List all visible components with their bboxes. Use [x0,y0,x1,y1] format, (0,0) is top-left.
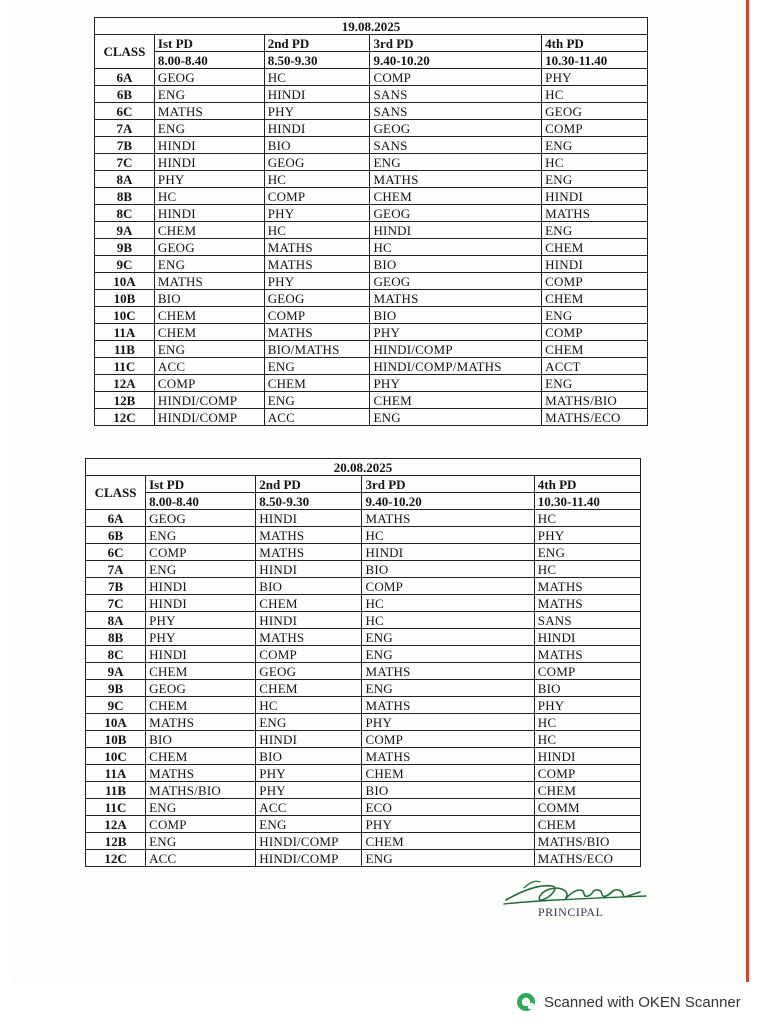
period-1-subject-cell: GEOG [154,69,264,86]
period-1-subject-cell: CHEM [146,697,256,714]
table-row [95,256,648,273]
period-3-header: 3rd PD [362,476,534,493]
period-2-subject-cell: MATHS [264,239,370,256]
period-1-subject-cell: CHEM [154,222,264,239]
period-1-subject-cell: COMP [154,375,264,392]
period-1-subject-cell: ACC [146,850,256,867]
period-1-subject-cell: BIO [146,731,256,748]
period-3-subject-cell: ECO [362,799,534,816]
period-4-time: 10.30-11.40 [542,52,648,69]
period-4-subject-cell: ENG [542,137,648,154]
table-row [95,341,648,358]
period-2-subject-cell: ENG [264,392,370,409]
class-cell: 10B [95,290,155,307]
period-4-subject-cell: HINDI [534,629,640,646]
class-column-header: CLASS [95,35,155,69]
period-2-header: 2nd PD [264,35,370,52]
period-1-subject-cell: HC [154,188,264,205]
period-4-subject-cell: HC [542,154,648,171]
period-1-time: 8.00-8.40 [154,52,264,69]
period-3-subject-cell: BIO [362,782,534,799]
period-4-subject-cell: MATHS/ECO [534,850,640,867]
period-2-subject-cell: PHY [264,273,370,290]
period-4-subject-cell: COMP [542,273,648,290]
period-3-subject-cell: HC [362,527,534,544]
table-row [86,833,641,850]
period-2-subject-cell: HINDI [256,612,362,629]
period-1-subject-cell: CHEM [146,748,256,765]
period-3-subject-cell: HC [362,612,534,629]
period-3-subject-cell: COMP [362,578,534,595]
table-row [86,680,641,697]
period-1-subject-cell: PHY [154,171,264,188]
period-3-subject-cell: CHEM [362,765,534,782]
period-3-subject-cell: ENG [362,629,534,646]
table-row [95,120,648,137]
period-3-subject-cell: PHY [370,375,542,392]
period-3-subject-cell: GEOG [370,273,542,290]
period-1-subject-cell: ENG [154,341,264,358]
period-1-subject-cell: HINDI [154,205,264,222]
period-4-subject-cell: CHEM [534,816,640,833]
period-1-subject-cell: ENG [146,561,256,578]
class-cell: 9B [86,680,146,697]
period-4-subject-cell: MATHS/BIO [534,833,640,850]
class-cell: 9A [86,663,146,680]
period-2-subject-cell: HC [256,697,362,714]
period-2-subject-cell: HC [264,171,370,188]
class-cell: 8A [86,612,146,629]
timetable-rows [95,69,648,426]
period-3-subject-cell: SANS [370,103,542,120]
class-cell: 12A [86,816,146,833]
period-3-subject-cell: GEOG [370,120,542,137]
class-cell: 8C [95,205,155,222]
period-4-header: 4th PD [542,35,648,52]
period-2-subject-cell: HINDI [256,510,362,527]
period-3-subject-cell: MATHS [362,697,534,714]
period-3-subject-cell: HC [370,239,542,256]
period-2-subject-cell: MATHS [264,256,370,273]
period-4-subject-cell: ENG [542,222,648,239]
period-1-subject-cell: HINDI [146,578,256,595]
period-1-subject-cell: MATHS [154,273,264,290]
period-4-subject-cell: HC [534,731,640,748]
period-4-subject-cell: MATHS/ECO [542,409,648,426]
period-4-subject-cell: COMP [542,324,648,341]
period-2-subject-cell: ACC [256,799,362,816]
period-3-subject-cell: HC [362,595,534,612]
table-row [95,205,648,222]
table-row [86,697,641,714]
table-row [86,799,641,816]
period-2-subject-cell: CHEM [256,680,362,697]
period-3-subject-cell: MATHS [370,290,542,307]
class-cell: 9B [95,239,155,256]
table-row [86,782,641,799]
table-row [86,714,641,731]
table-row [86,527,641,544]
timetable-rows [86,510,641,867]
period-3-subject-cell: SANS [370,86,542,103]
period-2-subject-cell: COMP [264,188,370,205]
table-row [95,239,648,256]
period-1-subject-cell: CHEM [154,324,264,341]
class-cell: 7C [86,595,146,612]
period-4-subject-cell: HC [534,714,640,731]
period-2-subject-cell: PHY [256,782,362,799]
period-4-subject-cell: CHEM [542,239,648,256]
period-4-subject-cell: COMM [534,799,640,816]
period-1-subject-cell: HINDI/COMP [154,392,264,409]
period-2-time: 8.50-9.30 [256,493,362,510]
scanner-watermark [516,991,741,1013]
period-2-subject-cell: HINDI [264,86,370,103]
period-1-subject-cell: COMP [146,816,256,833]
timetable-19-08-2025 [94,17,648,426]
period-3-subject-cell: ENG [362,850,534,867]
class-cell: 12B [86,833,146,850]
period-3-subject-cell: ENG [362,680,534,697]
paper-edge [746,0,749,982]
table-row [95,392,648,409]
class-cell: 6A [95,69,155,86]
timetable-date: 20.08.2025 [86,459,641,476]
period-2-subject-cell: BIO [256,578,362,595]
table-row [95,154,648,171]
class-cell: 6B [95,86,155,103]
period-1-subject-cell: ENG [154,256,264,273]
class-cell: 7A [95,120,155,137]
period-4-subject-cell: COMP [542,120,648,137]
class-cell: 10C [95,307,155,324]
class-cell: 10A [86,714,146,731]
class-cell: 9A [95,222,155,239]
period-1-subject-cell: HINDI [146,595,256,612]
period-3-subject-cell: CHEM [370,188,542,205]
principal-label: PRINCIPAL [538,905,604,919]
period-2-subject-cell: PHY [264,103,370,120]
period-4-subject-cell: HC [542,86,648,103]
period-3-subject-cell: SANS [370,137,542,154]
period-1-subject-cell: ENG [154,86,264,103]
class-cell: 7B [86,578,146,595]
period-1-subject-cell: CHEM [154,307,264,324]
period-3-subject-cell: BIO [370,256,542,273]
class-cell: 11C [95,358,155,375]
period-2-subject-cell: HC [264,69,370,86]
period-3-subject-cell: BIO [362,561,534,578]
class-cell: 12C [95,409,155,426]
period-1-subject-cell: GEOG [146,680,256,697]
period-4-header: 4th PD [534,476,640,493]
period-4-subject-cell: HINDI [542,188,648,205]
period-3-subject-cell: HINDI [370,222,542,239]
period-2-subject-cell: BIO [264,137,370,154]
period-2-subject-cell: PHY [256,765,362,782]
period-2-subject-cell: BIO [256,748,362,765]
class-cell: 11A [95,324,155,341]
period-3-subject-cell: CHEM [362,833,534,850]
table-row [95,103,648,120]
table-row [86,646,641,663]
period-1-time: 8.00-8.40 [146,493,256,510]
period-4-subject-cell: MATHS [534,578,640,595]
class-cell: 10B [86,731,146,748]
period-4-subject-cell: CHEM [542,290,648,307]
period-3-subject-cell: MATHS [362,663,534,680]
period-4-subject-cell: ENG [542,171,648,188]
class-cell: 8B [86,629,146,646]
table-row [95,273,648,290]
table-row [95,290,648,307]
class-cell: 12A [95,375,155,392]
period-4-subject-cell: GEOG [542,103,648,120]
period-2-subject-cell: ENG [264,358,370,375]
table-row [95,86,648,103]
period-4-subject-cell: ENG [542,375,648,392]
period-2-subject-cell: COMP [256,646,362,663]
period-1-subject-cell: HINDI [146,646,256,663]
period-1-subject-cell: MATHS [146,765,256,782]
period-3-subject-cell: HINDI/COMP/MATHS [370,358,542,375]
table-row [95,324,648,341]
period-2-subject-cell: HINDI [256,731,362,748]
class-cell: 7A [86,561,146,578]
period-3-subject-cell: GEOG [370,205,542,222]
period-4-subject-cell: COMP [534,663,640,680]
period-2-subject-cell: MATHS [256,544,362,561]
period-4-subject-cell: ACCT [542,358,648,375]
period-3-subject-cell: HINDI [362,544,534,561]
period-2-subject-cell: CHEM [264,375,370,392]
scanner-watermark-text: Scanned with OKEN Scanner [544,993,741,1011]
period-2-subject-cell: MATHS [264,324,370,341]
period-4-subject-cell: PHY [534,527,640,544]
period-1-subject-cell: ACC [154,358,264,375]
period-2-subject-cell: CHEM [256,595,362,612]
period-2-subject-cell: GEOG [264,290,370,307]
period-1-header: Ist PD [146,476,256,493]
period-4-subject-cell: MATHS [534,595,640,612]
timetable-20-08-2025 [85,458,641,867]
period-2-subject-cell: HINDI/COMP [256,850,362,867]
period-1-subject-cell: PHY [146,629,256,646]
period-2-time: 8.50-9.30 [264,52,370,69]
table-row [86,510,641,527]
class-column-header: CLASS [86,476,146,510]
table-row [86,731,641,748]
class-cell: 8A [95,171,155,188]
period-4-subject-cell: HINDI [534,748,640,765]
period-1-subject-cell: HINDI [154,154,264,171]
period-4-subject-cell: HC [534,561,640,578]
table-row [86,595,641,612]
table-row [95,188,648,205]
table-row [95,358,648,375]
class-cell: 7B [95,137,155,154]
period-4-subject-cell: PHY [534,697,640,714]
period-1-subject-cell: MATHS [146,714,256,731]
period-2-subject-cell: HINDI [264,120,370,137]
period-2-subject-cell: ACC [264,409,370,426]
period-3-subject-cell: ENG [362,646,534,663]
table-row [95,409,648,426]
period-3-subject-cell: COMP [370,69,542,86]
class-cell: 12C [86,850,146,867]
table-row [86,765,641,782]
period-1-subject-cell: GEOG [154,239,264,256]
period-2-subject-cell: HINDI/COMP [256,833,362,850]
table-row [95,222,648,239]
period-3-time: 9.40-10.20 [370,52,542,69]
period-1-subject-cell: ENG [146,799,256,816]
class-cell: 11B [86,782,146,799]
table-row [95,69,648,86]
table-row [86,629,641,646]
period-2-subject-cell: PHY [264,205,370,222]
table-row [95,171,648,188]
oken-scanner-logo-icon [516,992,536,1012]
table-row [86,748,641,765]
table-row [86,578,641,595]
period-3-subject-cell: BIO [370,307,542,324]
period-4-subject-cell: ENG [534,544,640,561]
period-3-subject-cell: MATHS [362,510,534,527]
period-1-subject-cell: COMP [146,544,256,561]
period-3-subject-cell: ENG [370,154,542,171]
period-4-subject-cell: PHY [542,69,648,86]
class-cell: 11C [86,799,146,816]
period-2-subject-cell: HINDI [256,561,362,578]
period-3-subject-cell: CHEM [370,392,542,409]
period-1-header: Ist PD [154,35,264,52]
table-row [95,375,648,392]
class-cell: 6C [95,103,155,120]
class-cell: 6C [86,544,146,561]
period-1-subject-cell: GEOG [146,510,256,527]
period-2-subject-cell: BIO/MATHS [264,341,370,358]
period-3-subject-cell: COMP [362,731,534,748]
period-1-subject-cell: ENG [146,833,256,850]
period-2-subject-cell: GEOG [256,663,362,680]
table-row [86,850,641,867]
period-1-subject-cell: HINDI/COMP [154,409,264,426]
table-row [86,612,641,629]
period-3-time: 9.40-10.20 [362,493,534,510]
period-4-time: 10.30-11.40 [534,493,640,510]
period-2-header: 2nd PD [256,476,362,493]
period-3-subject-cell: MATHS [370,171,542,188]
period-1-subject-cell: CHEM [146,663,256,680]
timetable-date: 19.08.2025 [95,18,648,35]
table-row [86,663,641,680]
period-4-subject-cell: HC [534,510,640,527]
period-4-subject-cell: COMP [534,765,640,782]
period-4-subject-cell: CHEM [542,341,648,358]
table-row [86,561,641,578]
class-cell: 10A [95,273,155,290]
table-row [95,307,648,324]
period-1-subject-cell: PHY [146,612,256,629]
table-row [86,816,641,833]
period-3-subject-cell: PHY [362,714,534,731]
period-3-subject-cell: PHY [370,324,542,341]
period-1-subject-cell: HINDI [154,137,264,154]
table-row [86,544,641,561]
class-cell: 10C [86,748,146,765]
class-cell: 8C [86,646,146,663]
period-4-subject-cell: ENG [542,307,648,324]
period-2-subject-cell: ENG [256,714,362,731]
class-cell: 9C [95,256,155,273]
period-3-subject-cell: HINDI/COMP [370,341,542,358]
table-row [95,137,648,154]
period-3-subject-cell: ENG [370,409,542,426]
period-3-subject-cell: MATHS [362,748,534,765]
class-cell: 7C [95,154,155,171]
period-3-subject-cell: PHY [362,816,534,833]
class-cell: 9C [86,697,146,714]
period-4-subject-cell: HINDI [542,256,648,273]
period-3-header: 3rd PD [370,35,542,52]
period-1-subject-cell: MATHS [154,103,264,120]
period-4-subject-cell: MATHS [534,646,640,663]
period-2-subject-cell: COMP [264,307,370,324]
period-4-subject-cell: BIO [534,680,640,697]
period-1-subject-cell: MATHS/BIO [146,782,256,799]
period-2-subject-cell: GEOG [264,154,370,171]
period-2-subject-cell: ENG [256,816,362,833]
period-4-subject-cell: SANS [534,612,640,629]
class-cell: 11B [95,341,155,358]
period-4-subject-cell: MATHS/BIO [542,392,648,409]
period-2-subject-cell: HC [264,222,370,239]
period-1-subject-cell: ENG [154,120,264,137]
class-cell: 6B [86,527,146,544]
period-1-subject-cell: BIO [154,290,264,307]
period-4-subject-cell: MATHS [542,205,648,222]
class-cell: 6A [86,510,146,527]
class-cell: 12B [95,392,155,409]
period-1-subject-cell: ENG [146,527,256,544]
period-2-subject-cell: MATHS [256,629,362,646]
class-cell: 8B [95,188,155,205]
period-4-subject-cell: CHEM [534,782,640,799]
period-2-subject-cell: MATHS [256,527,362,544]
class-cell: 11A [86,765,146,782]
